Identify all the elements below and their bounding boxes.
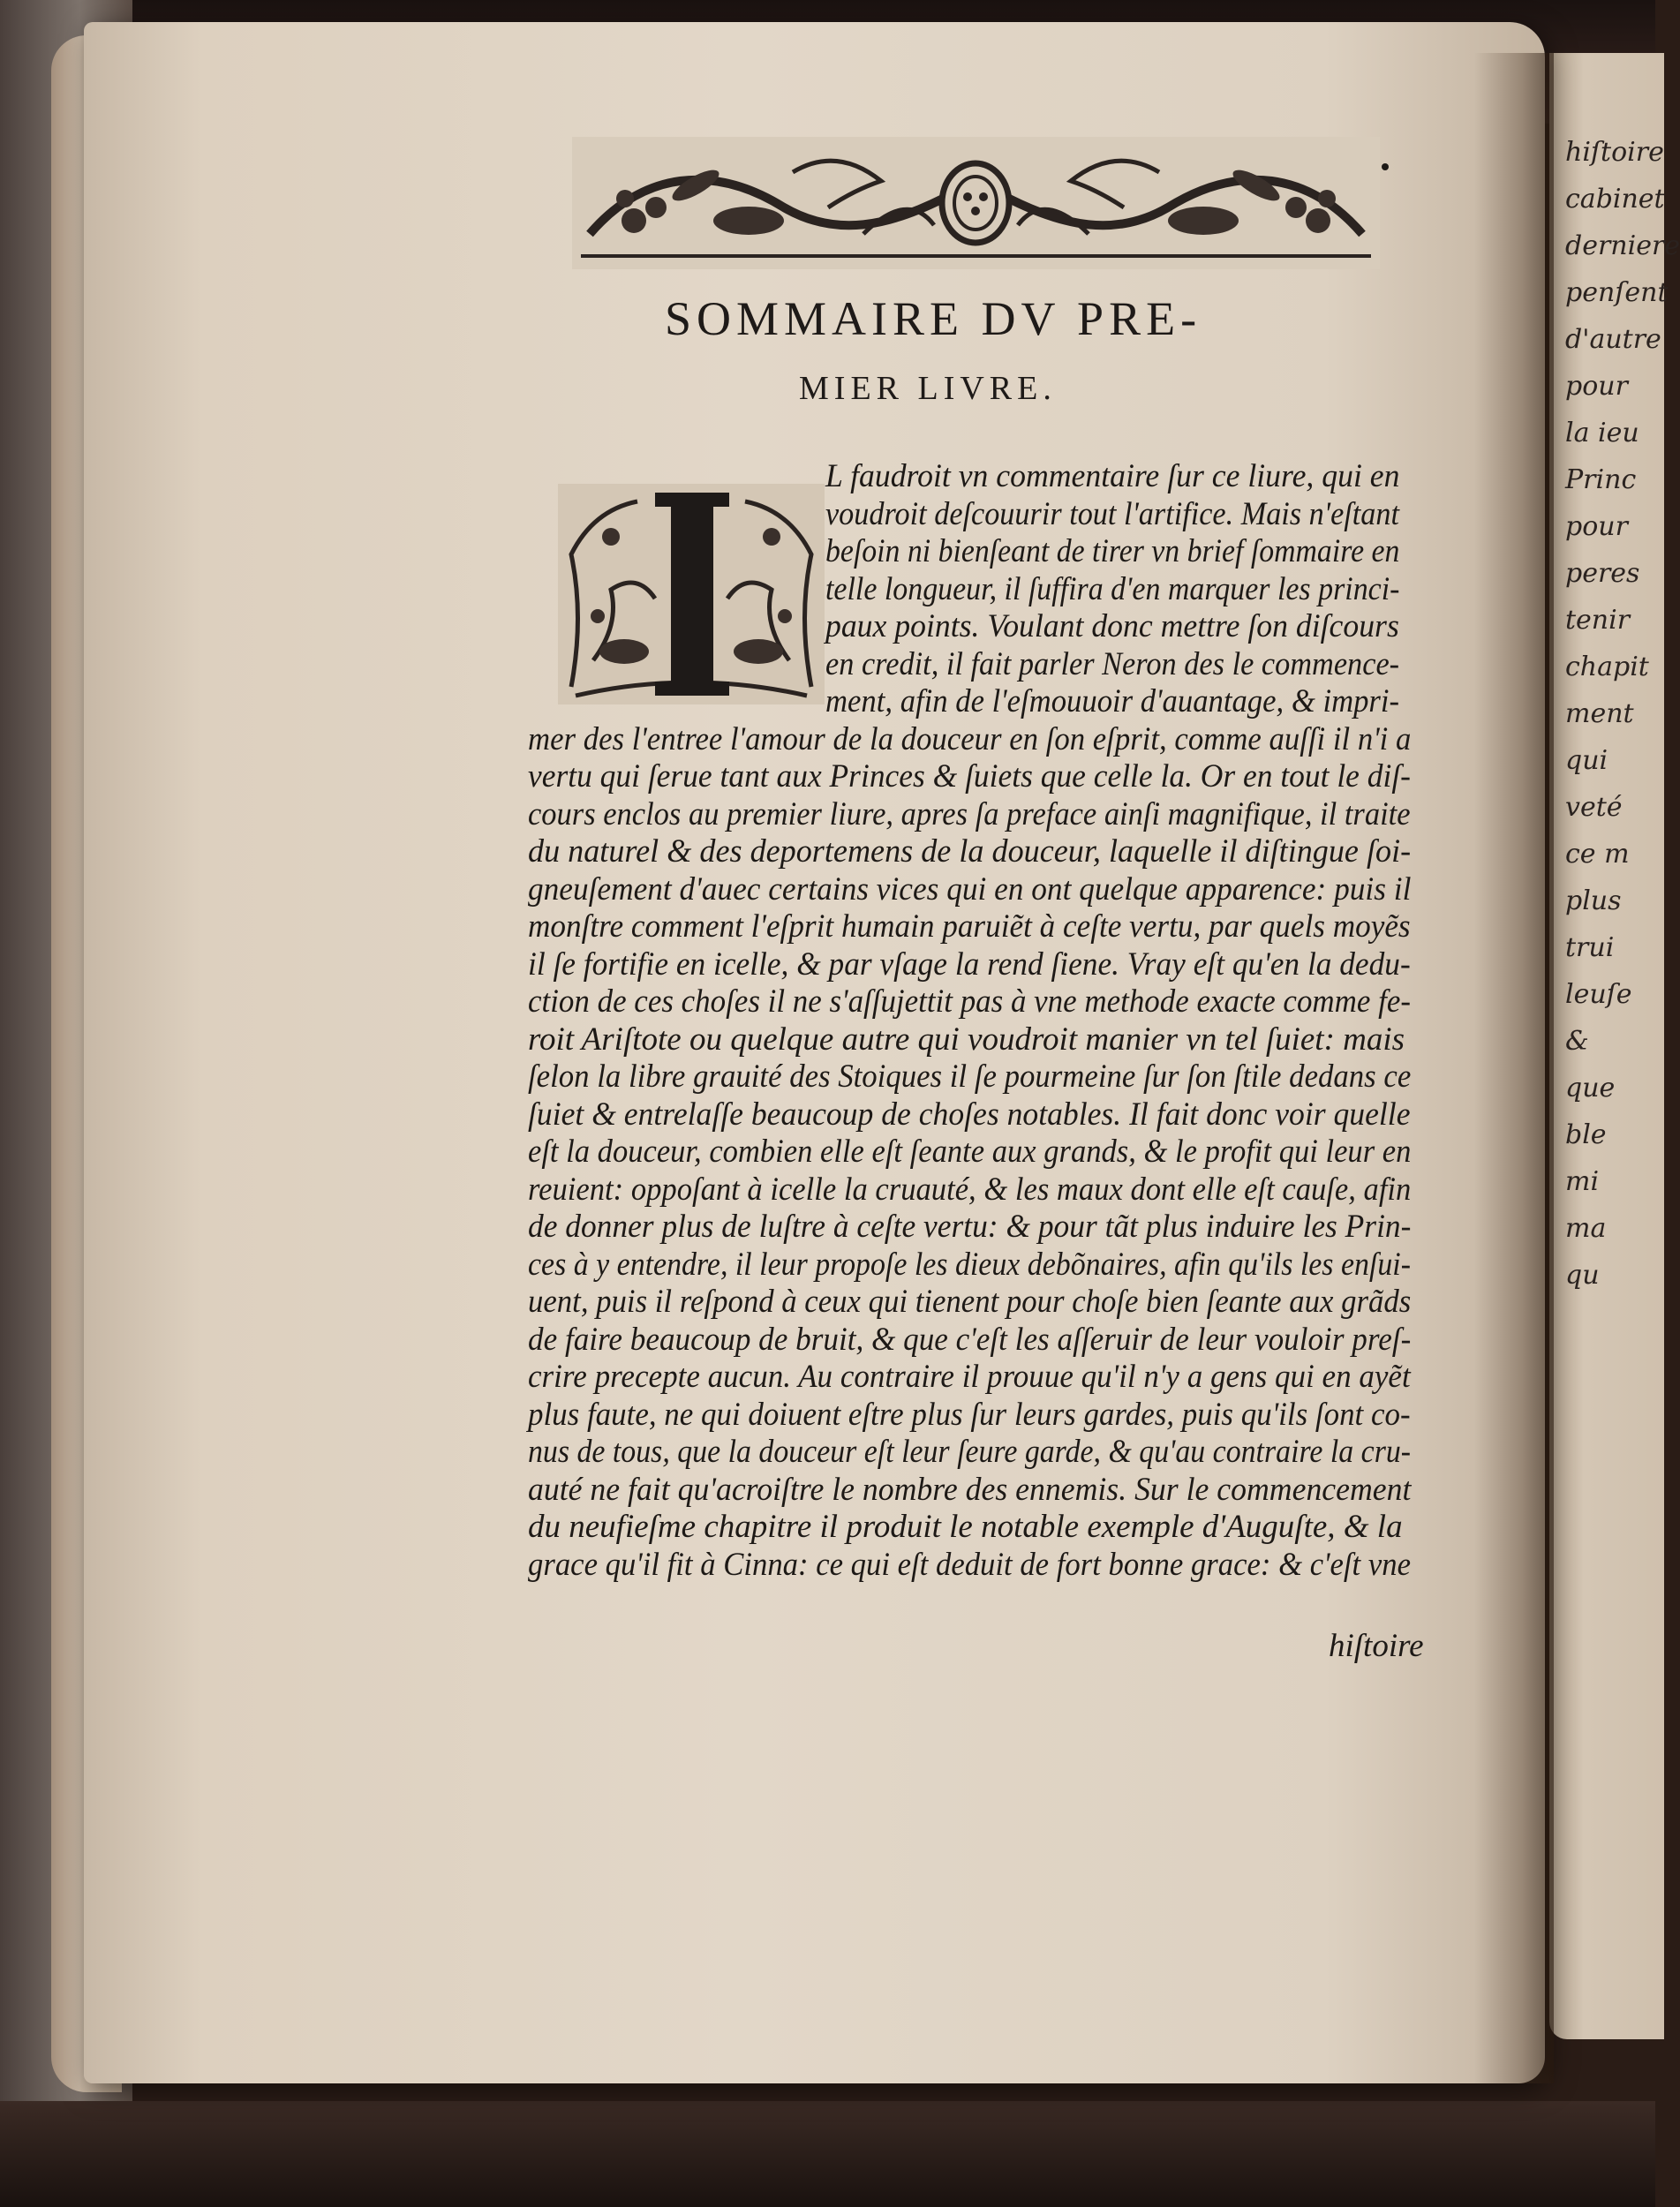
text-line: monſtre comment l'eſprit humain paruiẽt à ceſte vertu, par quels moyẽs	[528, 908, 1411, 945]
text-line: eſt la douceur, combien elle eſt ſeante aux grands, & le profit qui leur en	[528, 1134, 1412, 1170]
facing-page-line: &	[1565, 1026, 1589, 1057]
text-line: uent, puis il reſpond à ceux qui tienent pour choſe bien ſeante aux grãds	[528, 1284, 1412, 1320]
facing-page-line: veté	[1565, 792, 1623, 823]
text-line: de donner plus de luſtre à ceſte vertu: & pour tãt plus induire les Prin-	[528, 1209, 1412, 1245]
text-line: ſelon la libre grauité des Stoiques il ſe pourmeine ſur ſon ſtile dedans ce	[528, 1058, 1412, 1095]
text-line: vertu qui ſerue tant aux Princes & ſuiets que celle la. Or en tout le diſ-	[528, 758, 1411, 795]
text-line: ces à y entendre, il leur propoſe les dieux debõnaires, afin qu'ils les enſui-	[528, 1246, 1411, 1283]
text-line: ction de ces choſes il ne s'aſſujettit pas à vne methode exacte comme fe-	[528, 983, 1411, 1020]
facing-page-line: mi	[1565, 1166, 1600, 1197]
facing-page-line: trui	[1565, 932, 1615, 963]
text-line: grace qu'il fit à Cinna: ce qui eſt deduit de fort bonne grace: & c'eſt vne	[528, 1546, 1411, 1583]
facing-page-line: la ieu	[1565, 418, 1639, 448]
ornamental-headpiece-icon	[572, 137, 1380, 269]
text-line: ſuiet & entrelaſſe beaucoup de choſes notables. Il fait donc voir quelle	[528, 1096, 1411, 1133]
facing-page	[1549, 53, 1680, 2039]
text-line: ment, afin de l'eſmouuoir d'auantage, & impri-	[825, 683, 1400, 719]
facing-page-line: qu	[1565, 1260, 1600, 1291]
facing-page-line: cabinet	[1565, 184, 1665, 215]
facing-page-line: d'autre	[1565, 324, 1661, 355]
text-line: mer des l'entree l'amour de la douceur en ſon eſprit, comme auſſi il n'i a	[528, 720, 1412, 757]
facing-page-line: leuſe	[1565, 979, 1632, 1010]
page-gutter-shadow	[1474, 53, 1554, 2083]
facing-page-line: hiſtoire	[1565, 137, 1664, 168]
catchword: hiſtoire	[1329, 1628, 1424, 1664]
text-line: gneuſement d'auec certains vices qui en ont quelque apparence: puis il	[528, 870, 1412, 908]
text-line: roit Ariſtote ou quelque autre qui voudroit manier vn tel ſuiet: mais	[528, 1021, 1405, 1058]
facing-page-line: plus	[1565, 885, 1622, 916]
text-line: cours enclos au premier liure, apres ſa preface ainſi magnifique, il traite	[528, 795, 1411, 832]
text-line: plus faute, ne qui doiuent eſtre plus ſur leurs gardes, puis qu'ils ſont co-	[528, 1396, 1411, 1433]
facing-page-line: penſent	[1565, 277, 1669, 308]
backdrop-bottom	[0, 2101, 1655, 2207]
text-line: de faire beaucoup de bruit, & que c'eſt les aſſeruir de leur vouloir preſ-	[528, 1321, 1412, 1358]
facing-page-line: tenir	[1565, 605, 1631, 636]
facing-page-line: ce m	[1565, 839, 1630, 870]
facing-page-line: que	[1565, 1073, 1616, 1104]
ink-dot	[1382, 163, 1389, 170]
text-line: beſoin ni bienſeant de tirer vn brief ſommaire en	[825, 533, 1400, 569]
text-line: telle longueur, il ſuffira d'en marquer les princi-	[825, 570, 1400, 607]
decorated-initial-icon	[558, 484, 825, 704]
text-line: du neufieſme chapitre il produit le notable exemple d'Auguſte, & la	[528, 1509, 1403, 1545]
text-line: nus de tous, que la douceur eſt leur ſeure garde, & qu'au contraire la cru-	[528, 1434, 1412, 1470]
text-line: voudroit deſcouurir tout l'artifice. Mais n'eſtant	[825, 495, 1399, 532]
text-line: auté ne fait qu'acroiſtre le nombre des ennemis. Sur le commencement	[528, 1471, 1412, 1508]
text-line: en credit, il fait parler Neron des le commence-	[825, 645, 1400, 682]
facing-page-line: ment	[1565, 698, 1634, 729]
facing-page-line: peres	[1565, 558, 1640, 589]
text-line: du naturel & des deportemens de la douceur, laquelle il diſtingue ſoi-	[528, 833, 1412, 870]
text-line: L faudroit vn commentaire ſur ce liure, qui en	[825, 458, 1400, 494]
page-title-line-2: MIER LIVRE.	[799, 370, 1057, 407]
page-title-line-1: SOMMAIRE DV PRE-	[665, 292, 1202, 345]
facing-page-line: ble	[1565, 1119, 1607, 1150]
facing-page-line: chapit	[1565, 652, 1649, 682]
text-line: crire precepte aucun. Au contraire il prouue qu'il n'y a gens qui en ayẽt	[528, 1359, 1411, 1395]
facing-page-line: qui	[1565, 745, 1608, 776]
text-line: reuient: oppoſant à icelle la cruauté, & les maux dont elle eſt cauſe, afin	[528, 1171, 1412, 1208]
facing-page-line: ma	[1565, 1213, 1607, 1244]
text-line: il ſe fortifie en icelle, & par vſage la rend ſiene. Vray eſt qu'en la dedu-	[528, 945, 1411, 983]
facing-page-line: Princ	[1565, 464, 1637, 495]
text-line: paux points. Voulant donc mettre ſon diſcours	[825, 608, 1399, 644]
facing-page-line: derniere	[1565, 230, 1680, 261]
facing-page-line: pour	[1565, 511, 1628, 542]
facing-page-line: pour	[1565, 371, 1628, 402]
